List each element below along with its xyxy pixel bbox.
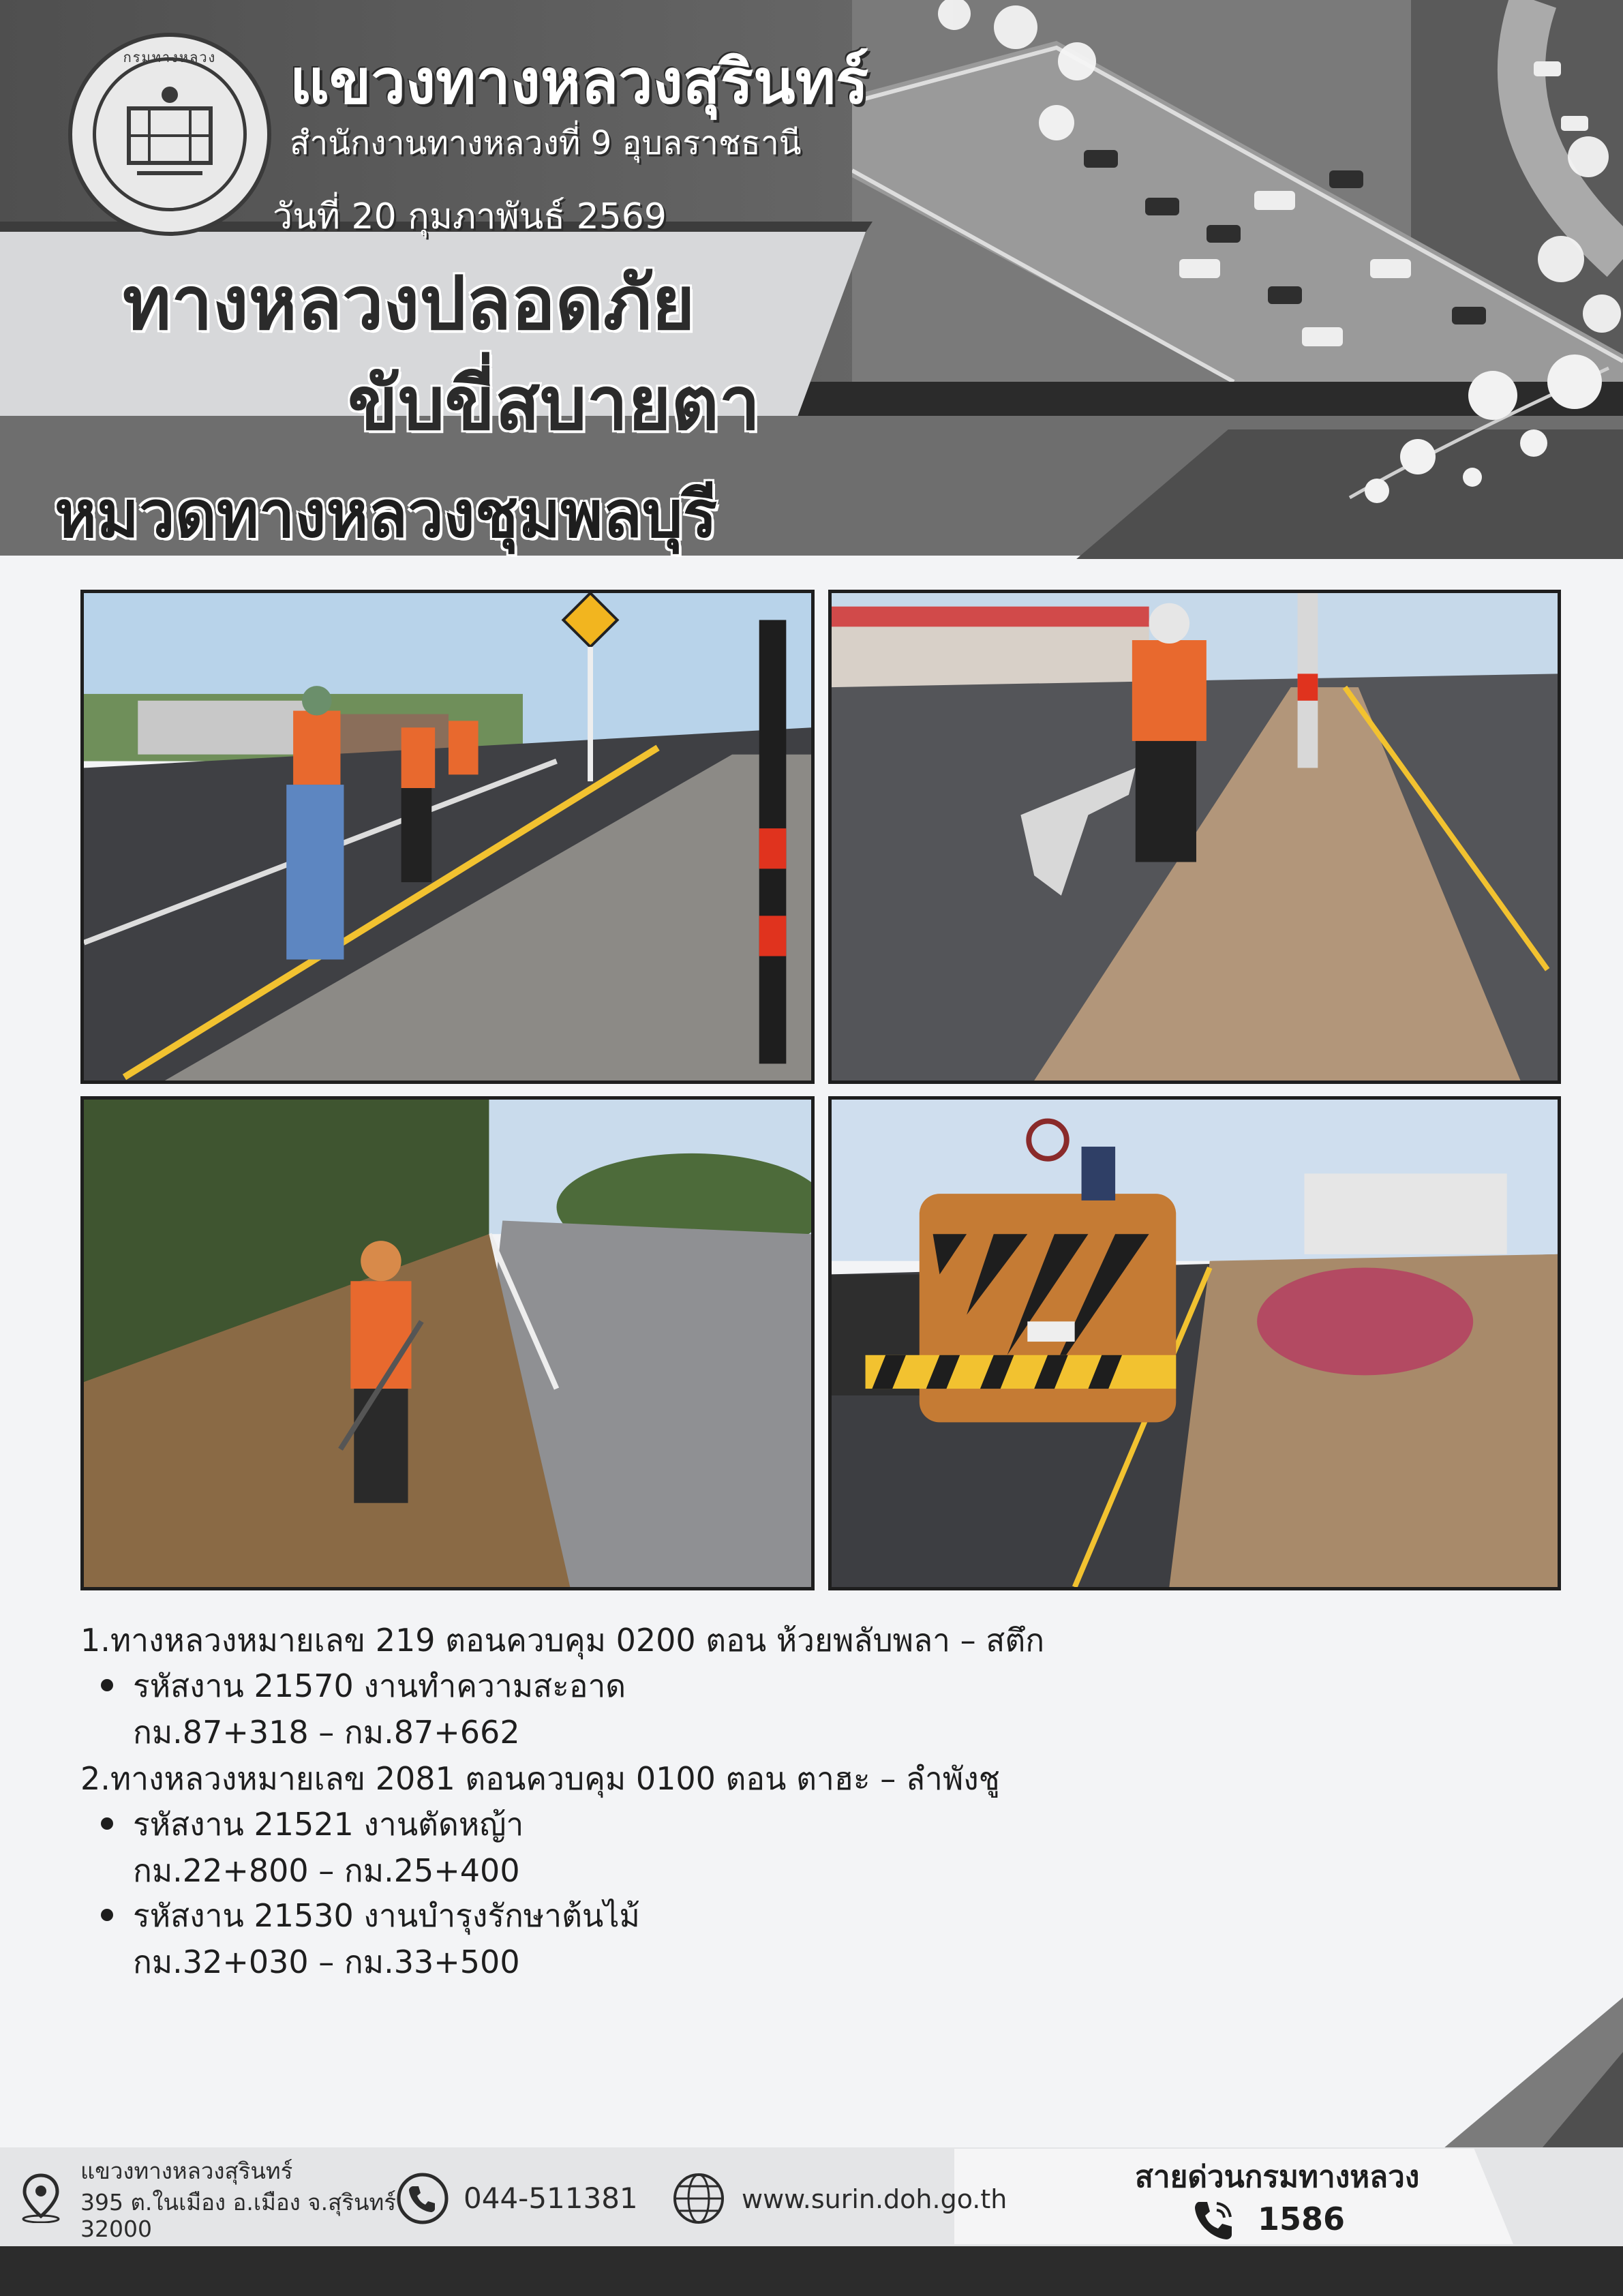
hotline-label: สายด่วนกรมทางหลวง: [1135, 2160, 1420, 2194]
logo-seal-icon: [93, 57, 247, 211]
hotline-phone-icon: [1189, 2196, 1237, 2244]
footer-phone[interactable]: 044-511381: [464, 2181, 638, 2215]
footer-website[interactable]: www.surin.doh.go.th: [742, 2184, 1007, 2214]
bullet-icon: [101, 1909, 113, 1921]
route1-task1: รหัสงาน 21570 งานทำความสะอาด: [133, 1667, 626, 1704]
route2-heading: 2.ทางหลวงหมายเลข 2081 ตอนควบคุม 0100 ตอน ตาฮะ – ลำพังชู: [80, 1760, 1000, 1797]
bullet-icon: [101, 1679, 113, 1691]
section-title: หมวดทางหลวงชุมพลบุรี: [55, 478, 718, 552]
footer-address-line1: แขวงทางหลวงสุรินทร์: [80, 2158, 293, 2184]
flower-decor-icon: [1336, 341, 1622, 518]
location-pin-icon: [15, 2171, 67, 2223]
org-subtitle: สำนักงานทางหลวงที่ 9 อุบลราชธานี: [290, 124, 802, 162]
photo-worker-median-road: [828, 590, 1561, 1084]
slogan-line1: ทางหลวงปลอดภัย: [123, 261, 695, 346]
route2-task1-km: กม.22+800 – กม.25+400: [133, 1852, 520, 1889]
globe-icon: [671, 2171, 726, 2226]
photo-worker-cutting-grass: [80, 1096, 815, 1590]
department-logo: [68, 33, 271, 236]
footer-bottom-strip: [0, 2246, 1623, 2296]
footer-address-line2: 395 ต.ในเมือง อ.เมือง จ.สุรินทร์: [80, 2189, 397, 2216]
photo-water-truck: [828, 1096, 1561, 1590]
header-highway-photo: [852, 0, 1623, 382]
photo-workers-median: [80, 590, 815, 1084]
route2-task2: รหัสงาน 21530 งานบำรุงรักษาต้นไม้: [133, 1897, 640, 1934]
route2-task1: รหัสงาน 21521 งานตัดหญ้า: [133, 1806, 524, 1843]
slogan-line2: ขับขี่สบายตา: [348, 361, 761, 447]
hotline-number[interactable]: 1586: [1258, 2201, 1346, 2237]
footer-address-line3: 32000: [80, 2216, 152, 2242]
phone-icon: [395, 2171, 450, 2226]
route2-task2-km: กม.32+030 – กม.33+500: [133, 1944, 520, 1980]
report-date: วันที่ 20 กุมภาพันธ์ 2569: [273, 196, 667, 237]
route1-heading: 1.ทางหลวงหมายเลข 219 ตอนควบคุม 0200 ตอน ห้วยพลับพลา – สตึก: [80, 1622, 1045, 1659]
org-title: แขวงทางหลวงสุรินทร์: [290, 46, 869, 118]
route1-task1-km: กม.87+318 – กม.87+662: [133, 1714, 520, 1751]
bullet-icon: [101, 1817, 113, 1830]
logo-text: กรมทางหลวง: [123, 49, 217, 65]
